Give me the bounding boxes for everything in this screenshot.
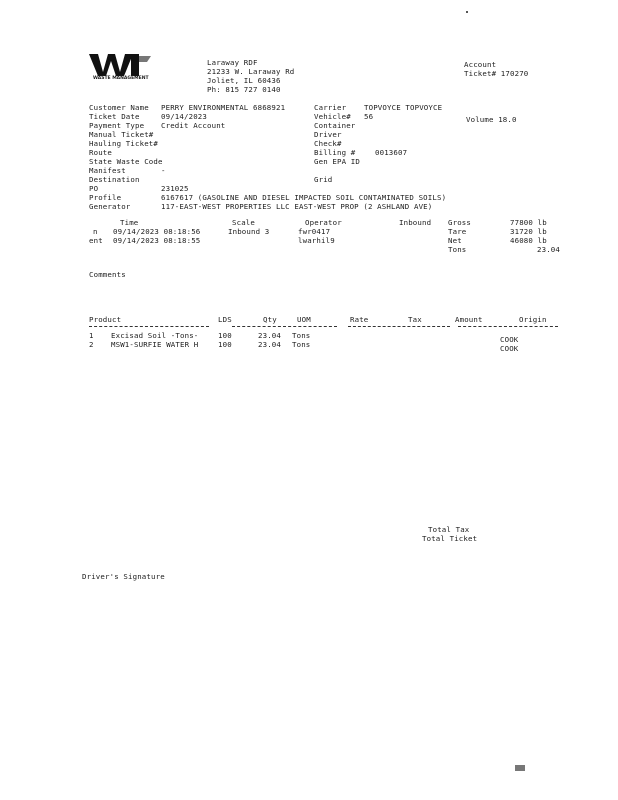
product-row-lds: 100 [218, 331, 232, 340]
header-rule [458, 326, 558, 327]
billing-value: 0013607 [375, 148, 408, 157]
gross-value: 77800 lb [510, 218, 547, 227]
product-row-origin: COOK [500, 335, 519, 344]
tons-label: Tons [448, 245, 467, 254]
field-label: Container [314, 121, 356, 130]
weigh-row-time: 09/14/2023 08:18:55 [113, 236, 201, 245]
field-label: Manifest [89, 166, 126, 175]
product-header: Product [89, 315, 122, 324]
product-row-name: Excisad Soil -Tons- [111, 331, 199, 340]
origin-header: Origin [519, 315, 547, 324]
product-row-lds: 100 [218, 340, 232, 349]
facility-name: Laraway RDF [207, 58, 258, 67]
header-rule [89, 326, 209, 327]
logo-caption: WASTE MANAGEMENT [93, 76, 149, 81]
carrier-value: TOPVOYCE TOPVOYCE [364, 103, 443, 112]
payment-type-value: Credit Account [161, 121, 226, 130]
vehicle-value: 56 [364, 112, 374, 121]
product-row-qty: 23.04 [258, 331, 281, 340]
field-label: Gen EPA ID [314, 157, 360, 166]
ticket-date-value: 09/14/2023 [161, 112, 207, 121]
field-label: Billing # [314, 148, 356, 157]
field-label: Grid [314, 175, 333, 184]
profile-value: 6167617 (GASOLINE AND DIESEL IMPACTED SOIL CONTAMINATED SOILS) [161, 193, 447, 202]
scan-mark [515, 765, 525, 771]
field-label: Generator [89, 202, 131, 211]
header-rule [232, 326, 337, 327]
weigh-row-operator: lwarhil9 [298, 236, 335, 245]
weigh-row-flag: n [93, 227, 98, 236]
facility-address: 21233 W. Laraway Rd [207, 67, 295, 76]
ticket-number: Ticket# 170270 [464, 69, 529, 78]
product-row-uom: Tons [292, 331, 311, 340]
field-label: Manual Ticket# [89, 130, 154, 139]
facility-phone: Ph: 815 727 0140 [207, 85, 281, 94]
product-row-origin: COOK [500, 344, 519, 353]
field-label: Ticket Date [89, 112, 140, 121]
uom-header: UOM [297, 315, 311, 324]
field-label: Vehicle# [314, 112, 351, 121]
product-row-num: 1 [89, 331, 94, 340]
copy-label: Account [464, 60, 497, 69]
volume-value: Volume 18.0 [466, 115, 517, 124]
weigh-row-operator: fwr0417 [298, 227, 331, 236]
customer-name-value: PERRY ENVIRONMENTAL 6868921 [161, 103, 286, 112]
product-row-num: 2 [89, 340, 94, 349]
manifest-value: - [161, 166, 166, 175]
operator-header: Operator [305, 218, 342, 227]
gross-label: Gross [448, 218, 471, 227]
scan-speck [466, 11, 468, 13]
comments-label: Comments [89, 270, 126, 279]
weigh-row-time: 09/14/2023 08:18:56 [113, 227, 201, 236]
product-row-uom: Tons [292, 340, 311, 349]
facility-city: Joliet, IL 60436 [207, 76, 281, 85]
net-label: Net [448, 236, 462, 245]
generator-value: 117-EAST-WEST PROPERTIES LLC EAST-WEST PROP (2 ASHLAND AVE) [161, 202, 433, 211]
field-label: Driver [314, 130, 342, 139]
field-label: PO [89, 184, 99, 193]
total-ticket-label: Total Ticket [422, 534, 478, 543]
driver-signature-label: Driver's Signature [82, 572, 165, 581]
field-label: Hauling Ticket# [89, 139, 158, 148]
field-label: State Waste Code [89, 157, 163, 166]
time-header: Time [120, 218, 139, 227]
tare-value: 31720 lb [510, 227, 547, 236]
weigh-row-flag: ent [89, 236, 103, 245]
po-value: 231025 [161, 184, 189, 193]
total-tax-label: Total Tax [428, 525, 470, 534]
tax-header: Tax [408, 315, 422, 324]
field-label: Destination [89, 175, 140, 184]
field-label: Profile [89, 193, 122, 202]
qty-header: Qty [263, 315, 277, 324]
field-label: Check# [314, 139, 342, 148]
field-label: Payment Type [89, 121, 145, 130]
inbound-header: Inbound [399, 218, 432, 227]
rate-header: Rate [350, 315, 369, 324]
lds-header: LDS [218, 315, 232, 324]
scale-header: Scale [232, 218, 255, 227]
field-label: Route [89, 148, 112, 157]
header-rule [348, 326, 450, 327]
net-value: 46080 lb [510, 236, 547, 245]
product-row-name: MSW1-SURFIE WATER H [111, 340, 199, 349]
field-label: Customer Name [89, 103, 149, 112]
weigh-row-scale: Inbound 3 [228, 227, 270, 236]
tare-label: Tare [448, 227, 467, 236]
tons-value: 23.04 [537, 245, 560, 254]
product-row-qty: 23.04 [258, 340, 281, 349]
field-label: Carrier [314, 103, 347, 112]
amount-header: Amount [455, 315, 483, 324]
